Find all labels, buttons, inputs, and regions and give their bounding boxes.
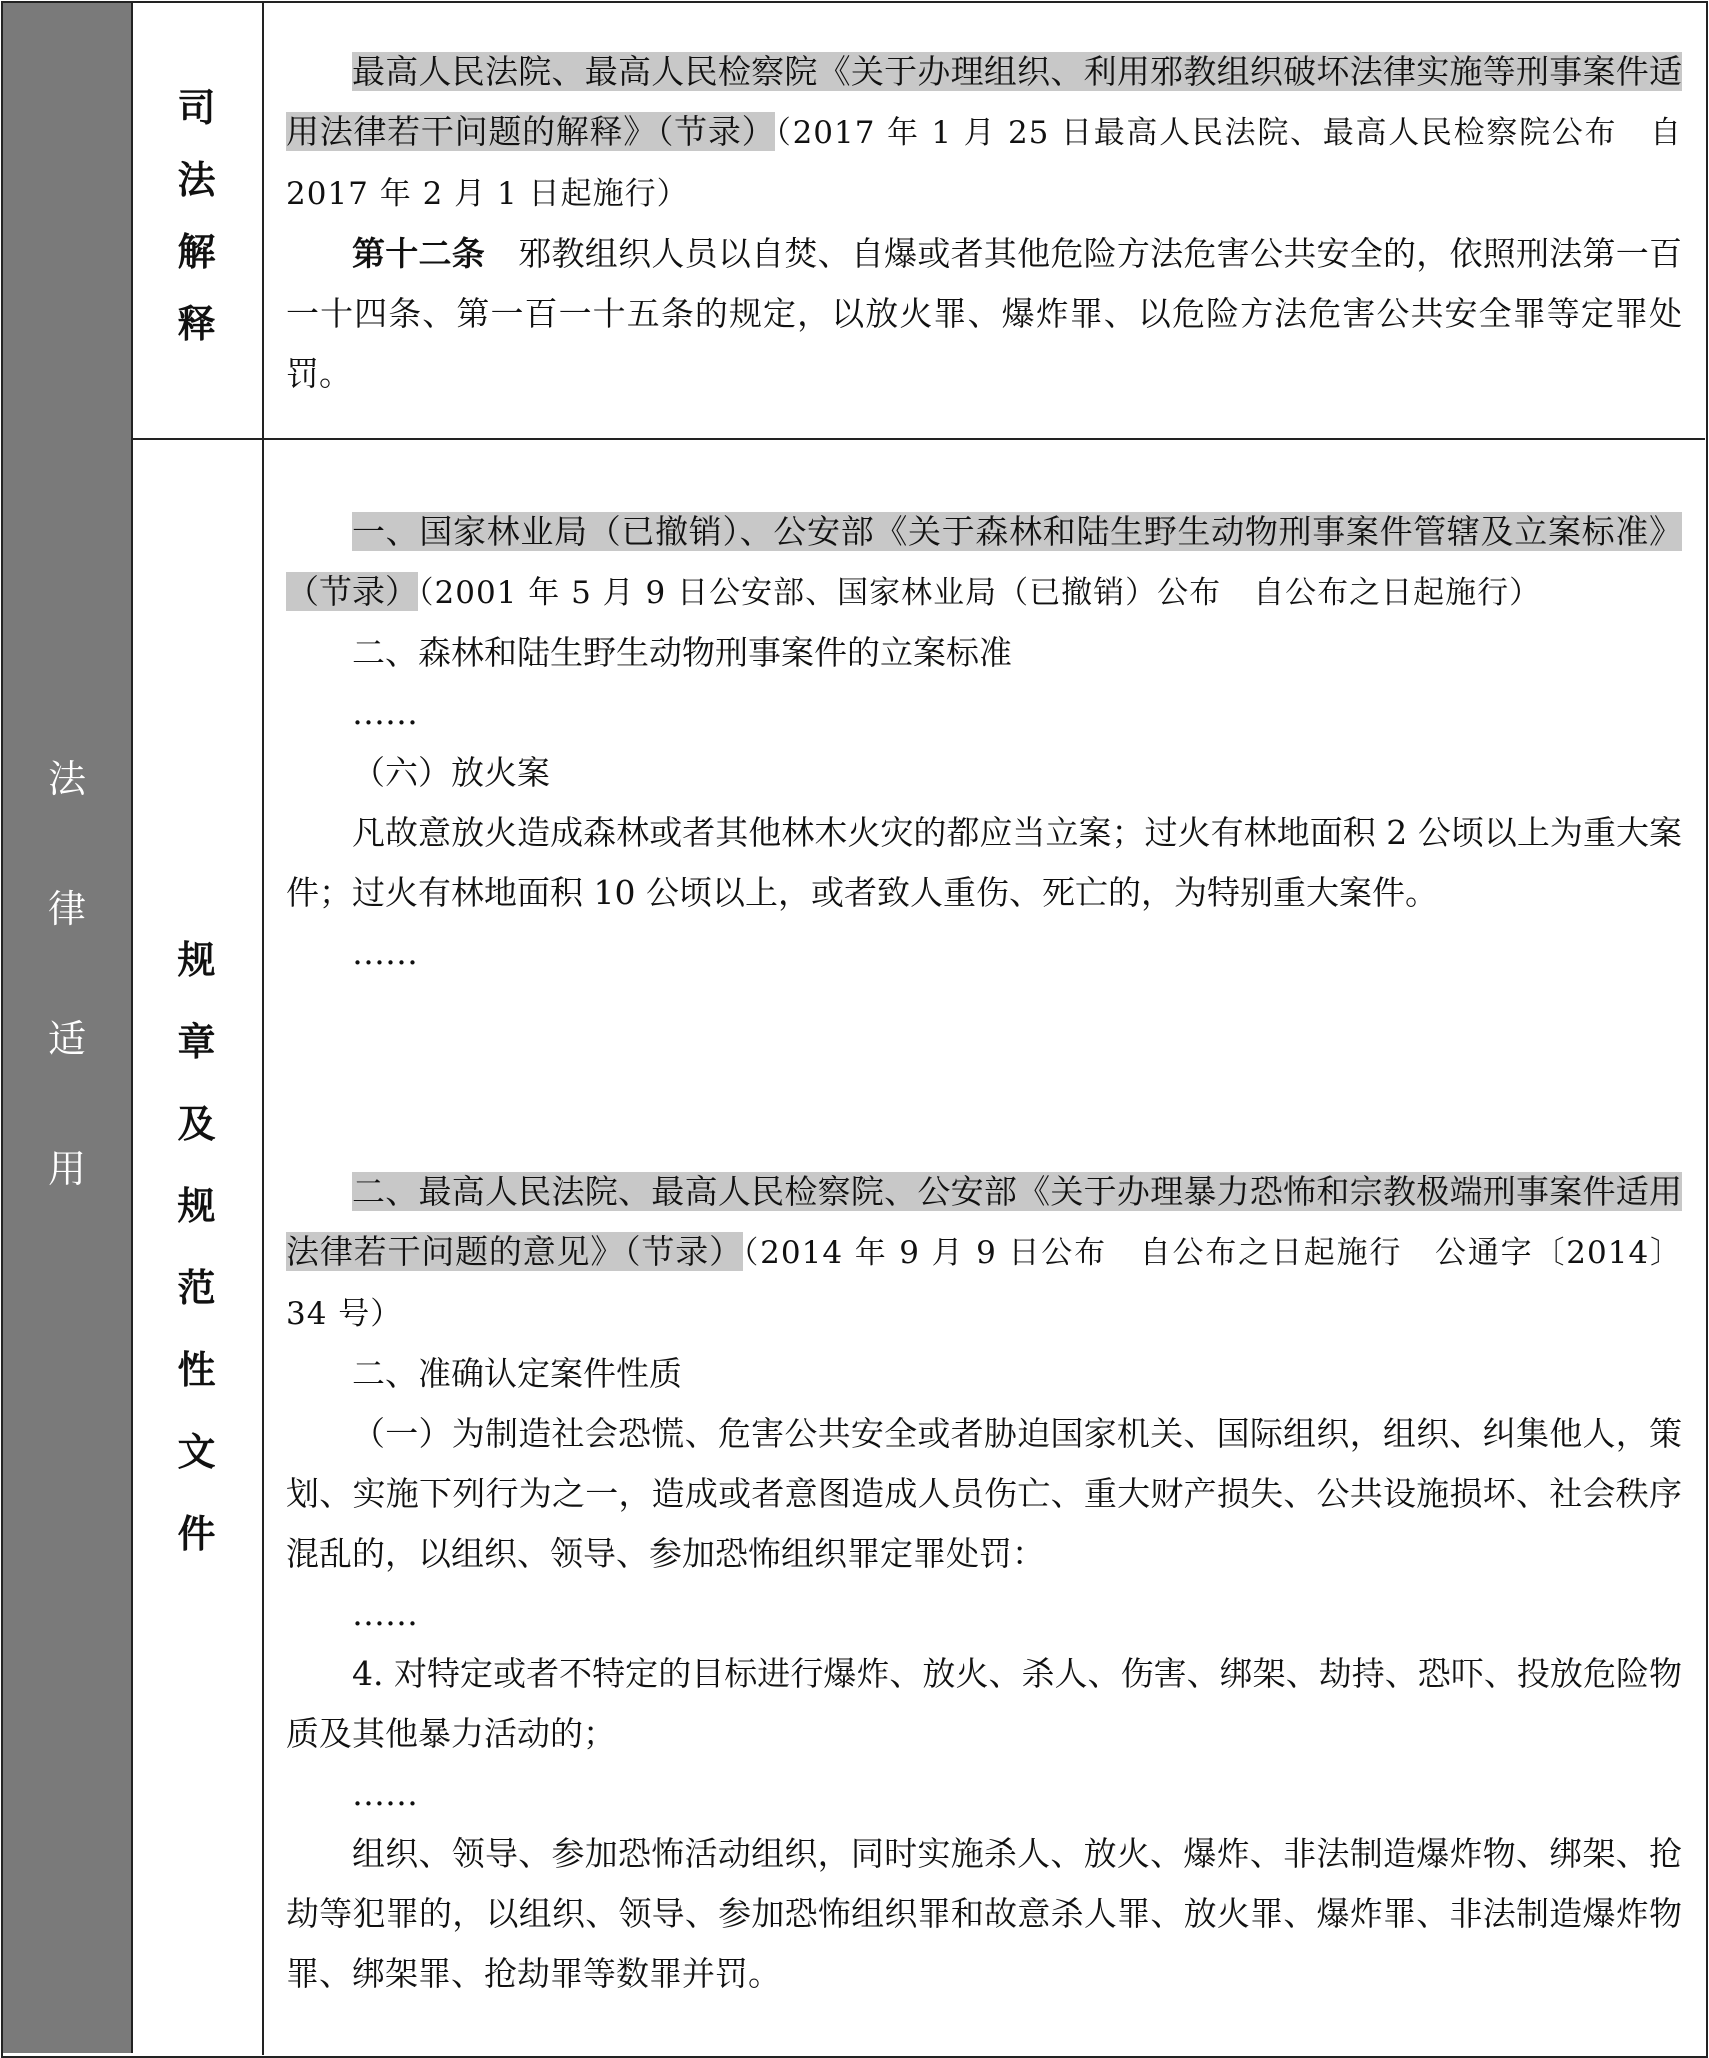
doc-title-paragraph [286,42,1682,224]
section2-label-char: 规 [177,938,216,982]
body-paragraph: 凡故意放火造成森林或者其他林木火灾的都应当立案；过火有林地面积 2 公顷以上为重大案件；过火有林地面积 10 公顷以上，或者致人重伤、死亡的，为特别重大案件。 [286,813,1682,912]
ellipsis: …… [352,1774,418,1813]
section2-label-char: 性 [177,1348,216,1392]
sub-heading: （六）放火案 [352,753,550,792]
section-heading: 二、森林和陆生野生动物刑事案件的立案标准 [352,633,1012,672]
section2-label-char: 规 [177,1184,216,1228]
section2-label-char: 章 [177,1020,216,1064]
forestry-document-content [286,502,1682,983]
section1-label-char: 法 [177,158,216,202]
ellipsis: …… [352,1594,418,1633]
row-header-char: 法 [47,757,86,801]
ellipsis: …… [352,693,418,732]
section2-label-char: 及 [177,1102,216,1146]
doc-title: 二、最高人民法院、最高人民检察院、公安部《关于办理暴力恐怖和宗教极端刑事案件适用法律若干问题的意见》（节录） [286,1172,1682,1271]
row-divider [131,438,1705,440]
section2-label-char: 文 [177,1430,216,1474]
row-header-char: 用 [47,1147,86,1191]
judicial-interpretation-content [286,42,1682,404]
doc-title-paragraph [286,1162,1682,1344]
section1-label-char: 释 [177,302,216,346]
list-item: 4. 对特定或者不特定的目标进行爆炸、放火、杀人、伤害、绑架、劫持、恐吓、投放危险物质及其他暴力活动的； [286,1654,1682,1753]
ellipsis: …… [352,933,418,972]
doc-title-paragraph [286,502,1682,623]
row-header-char: 适 [47,1017,86,1061]
article-paragraph [286,224,1682,404]
section2-label [131,940,262,1596]
row-header-label [3,757,131,1280]
doc-source: （2017 年 1 月 25 日最高人民法院、最高人民检察院公布 自 2017 年 2 月 1 日起施行） [286,115,1682,212]
section2-label-char: 件 [177,1512,216,1556]
section1-label-char: 司 [177,86,216,130]
doc-title: 最高人民法院、最高人民检察院《关于办理组织、利用邪教组织破坏法律实施等刑事案件适用法律若干问题的解释》（节录） [286,52,1682,151]
section2-label-char: 范 [177,1266,216,1310]
row-header-char: 律 [47,887,86,931]
doc-source: （2014 年 9 月 9 日公布 自公布之日起施行 公通字〔2014〕34 号） [286,1235,1682,1332]
article-text: 邪教组织人员以自焚、自爆或者其他危险方法危害公共安全的，依照刑法第一百一十四条、第一百一十五条的规定，以放火罪、爆炸罪、以危险方法危害公共安全罪等定罪处罚。 [286,234,1683,393]
doc-title: 一、国家林业局（已撤销）、公安部《关于森林和陆生野生动物刑事案件管辖及立案标准》（节录） [286,512,1682,611]
body-paragraph: （一）为制造社会恐慌、危害公共安全或者胁迫国家机关、国际组织，组织、纠集他人，策划、实施下列行为之一，造成或者意图造成人员伤亡、重大财产损失、公共设施损坏、社会秩序混乱的，以组织、领导、参加恐怖组织罪定罪处罚： [286,1414,1682,1573]
column-divider [262,3,264,2055]
section1-label-char: 解 [177,230,216,274]
section-heading: 二、准确认定案件性质 [352,1354,682,1393]
body-paragraph: 组织、领导、参加恐怖活动组织，同时实施杀人、放火、爆炸、非法制造爆炸物、绑架、抢劫等犯罪的，以组织、领导、参加恐怖组织罪和故意杀人罪、放火罪、爆炸罪、非法制造爆炸物罪、绑架罪、抢劫罪等数罪并罚。 [286,1834,1682,1993]
doc-source: （2001 年 5 月 9 日公安部、国家林业局（已撤销）公布 自公布之日起施行） [418,575,1542,611]
article-number: 第十二条 [352,234,486,273]
section1-label [131,88,262,376]
terrorism-opinion-content [286,1162,1682,2004]
